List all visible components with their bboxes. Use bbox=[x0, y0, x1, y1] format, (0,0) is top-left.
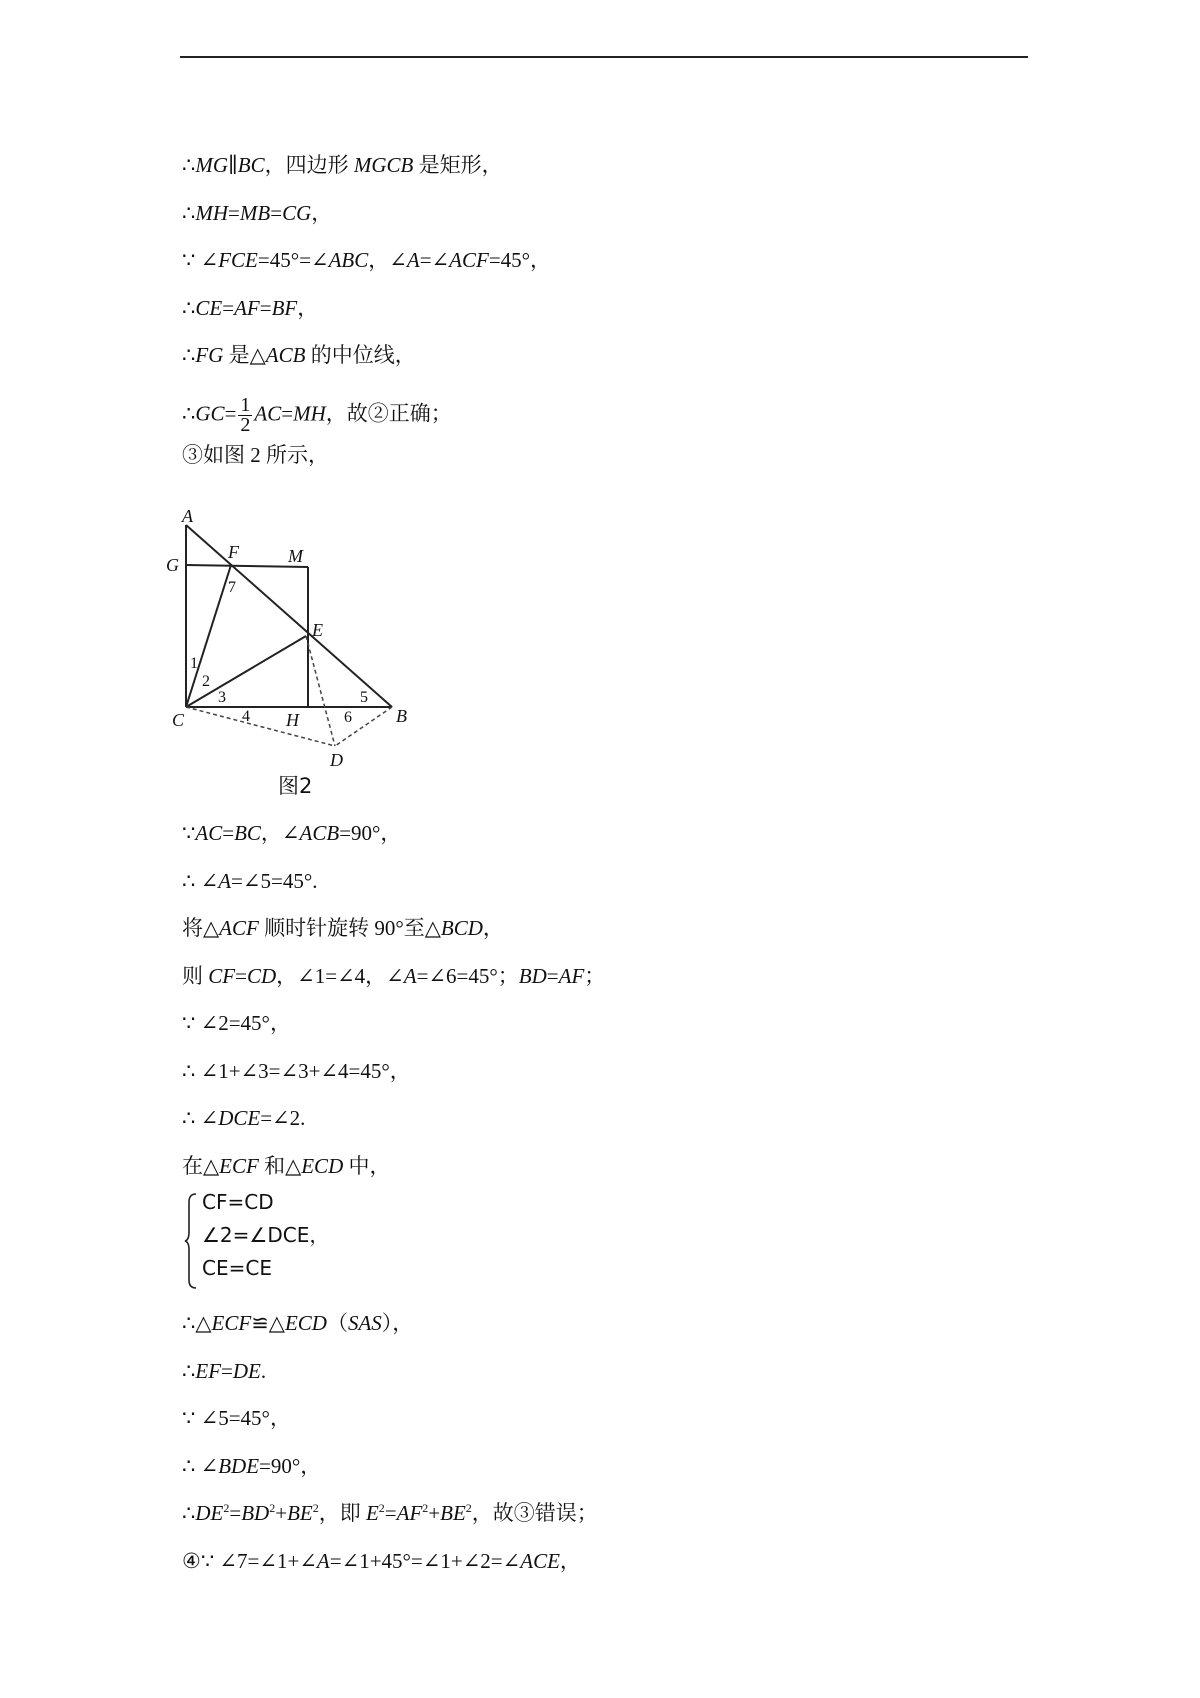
math-variable: A bbox=[316, 1549, 330, 1573]
text-run: + bbox=[275, 1501, 288, 1525]
math-variable: FG bbox=[195, 343, 224, 367]
math-variable: AF bbox=[234, 296, 260, 320]
math-variable: CD bbox=[246, 964, 277, 988]
superscript: 2 bbox=[223, 1501, 230, 1515]
text-run: ∴ ∠ bbox=[182, 1454, 219, 1478]
text-run: =45°， bbox=[488, 248, 552, 272]
math-variable: MG bbox=[195, 153, 229, 177]
math-variable: CF bbox=[208, 964, 236, 988]
math-variable: BCD bbox=[440, 916, 483, 940]
superscript: 2 bbox=[465, 1501, 472, 1515]
text-run: 是矩形， bbox=[413, 153, 503, 177]
math-variable: ECD bbox=[301, 1154, 344, 1178]
superscript: 2 bbox=[269, 1501, 276, 1515]
superscript: 2 bbox=[422, 1501, 429, 1515]
math-variable: ACF bbox=[219, 916, 259, 940]
text-run: = bbox=[384, 1501, 397, 1525]
text-run: =∠6=45°； bbox=[416, 964, 519, 988]
text-run: ∴ bbox=[182, 343, 196, 367]
text-run: ∴ bbox=[182, 201, 196, 225]
text-run: ，∠1=∠4，∠ bbox=[276, 964, 404, 988]
math-variable: BE bbox=[287, 1501, 313, 1525]
text-run: ∴ bbox=[182, 401, 196, 426]
text-line-1 bbox=[182, 152, 503, 178]
text-run: ，四边形 bbox=[264, 153, 354, 177]
label-H: H bbox=[286, 710, 299, 730]
text-run: =90°， bbox=[339, 821, 402, 845]
angle-7: 7 bbox=[228, 579, 236, 596]
text-line-16 bbox=[182, 1310, 413, 1336]
math-variable: ACB bbox=[265, 343, 306, 367]
text-run: + bbox=[428, 1501, 441, 1525]
math-variable: BC bbox=[234, 821, 261, 845]
label-F: F bbox=[228, 542, 239, 562]
math-variable: BDE bbox=[218, 1454, 260, 1478]
math-variable: CG bbox=[282, 201, 312, 225]
text-line-10 bbox=[182, 915, 504, 941]
text-line-4 bbox=[182, 295, 318, 321]
text-run: ，故③错误； bbox=[471, 1501, 598, 1525]
text-run: 顺时针旋转 90°至△ bbox=[258, 916, 441, 940]
fraction-numerator: 1 bbox=[240, 394, 251, 416]
label-E: E bbox=[312, 620, 323, 640]
text-line-8 bbox=[182, 820, 401, 846]
brace-icon bbox=[184, 1192, 198, 1290]
text-run: ∵ ∠2=45°， bbox=[182, 1011, 291, 1035]
header-rule bbox=[180, 56, 1028, 58]
angle-3: 3 bbox=[218, 689, 226, 706]
math-variable: E bbox=[365, 1501, 379, 1525]
math-variable: DE bbox=[232, 1359, 261, 1383]
text-run: 在△ bbox=[182, 1154, 220, 1178]
text-run: ， bbox=[482, 916, 504, 940]
text-run: ， bbox=[559, 1549, 581, 1573]
label-D: D bbox=[330, 750, 343, 770]
text-run: ∵ bbox=[182, 821, 196, 845]
text-run: 和△ bbox=[258, 1154, 302, 1178]
segment-CE bbox=[186, 636, 306, 707]
angle-2: 2 bbox=[202, 673, 210, 690]
label-C: C bbox=[172, 710, 185, 730]
text-run: ④∵ ∠7=∠1+∠ bbox=[182, 1549, 317, 1573]
text-line-3 bbox=[182, 247, 551, 273]
text-run: ∵ ∠5=45°， bbox=[182, 1406, 291, 1430]
text-run: ，即 bbox=[318, 1501, 366, 1525]
text-line-18 bbox=[182, 1405, 291, 1431]
text-run: = bbox=[222, 296, 235, 320]
math-variable: BE bbox=[440, 1501, 466, 1525]
geometry-figure bbox=[166, 506, 420, 810]
angle-6: 6 bbox=[344, 709, 352, 726]
text-run: ， bbox=[297, 296, 319, 320]
math-variable: A bbox=[406, 248, 420, 272]
text-run: =∠1+45°=∠1+∠2=∠ bbox=[329, 1549, 521, 1573]
math-variable: AF bbox=[396, 1501, 423, 1525]
text-line-6 bbox=[182, 396, 452, 435]
figure-caption: 图2 bbox=[278, 774, 313, 798]
math-variable: ECD bbox=[284, 1311, 327, 1335]
math-variable: BD bbox=[518, 964, 547, 988]
text-line-12 bbox=[182, 1010, 291, 1036]
text-run: ∴ bbox=[182, 1501, 196, 1525]
math-variable: MH bbox=[293, 401, 326, 426]
equation-system bbox=[184, 1188, 404, 1294]
math-variable: FCE bbox=[218, 248, 258, 272]
text-line-20 bbox=[182, 1500, 598, 1526]
math-variable: AC bbox=[195, 821, 223, 845]
text-run: ，故②正确； bbox=[325, 401, 452, 426]
label-G: G bbox=[166, 555, 179, 575]
math-variable: BF bbox=[271, 296, 298, 320]
text-run: （ bbox=[326, 1311, 348, 1335]
label-M: M bbox=[288, 546, 303, 566]
text-line-17 bbox=[182, 1358, 266, 1384]
text-run: 将△ bbox=[182, 916, 220, 940]
math-variable: A bbox=[218, 869, 232, 893]
math-variable: MB bbox=[239, 201, 271, 225]
text-run: = bbox=[546, 964, 559, 988]
system-eq-3: CE=CE bbox=[202, 1256, 272, 1280]
text-run: ）， bbox=[381, 1311, 414, 1335]
fraction-denominator: 2 bbox=[240, 414, 251, 436]
angle-1: 1 bbox=[190, 655, 198, 672]
text-run: ； bbox=[584, 964, 606, 988]
text-line-7 bbox=[182, 442, 329, 468]
text-run: =90°， bbox=[259, 1454, 322, 1478]
text-run: =45°=∠ bbox=[257, 248, 329, 272]
superscript: 2 bbox=[312, 1501, 319, 1515]
text-line-9 bbox=[182, 868, 317, 894]
text-run: 的中位线， bbox=[305, 343, 416, 367]
math-variable: SAS bbox=[347, 1311, 382, 1335]
text-run: = bbox=[228, 201, 240, 225]
text-run: = bbox=[270, 201, 283, 225]
angle-4: 4 bbox=[242, 708, 250, 725]
text-run: ∴ bbox=[182, 296, 196, 320]
text-run: = bbox=[259, 296, 272, 320]
text-run: =∠5=45°. bbox=[231, 869, 318, 893]
text-line-11 bbox=[182, 963, 605, 989]
text-line-14 bbox=[182, 1105, 305, 1131]
text-run: . bbox=[260, 1359, 267, 1383]
math-variable: AF bbox=[558, 964, 585, 988]
label-A: A bbox=[182, 506, 193, 526]
text-run: ∴ bbox=[182, 1359, 196, 1383]
text-run: ≌△ bbox=[251, 1311, 285, 1335]
text-run: = bbox=[229, 1501, 242, 1525]
math-variable: ECF bbox=[211, 1311, 252, 1335]
text-run: ∴ ∠ bbox=[182, 1106, 219, 1130]
math-variable: A bbox=[403, 964, 417, 988]
text-run: ∴△ bbox=[182, 1311, 212, 1335]
text-line-19 bbox=[182, 1453, 321, 1479]
label-B: B bbox=[396, 706, 407, 726]
figure-svg bbox=[166, 506, 420, 770]
text-line-5 bbox=[182, 342, 416, 368]
math-variable: ACE bbox=[520, 1549, 560, 1573]
math-variable: MH bbox=[195, 201, 229, 225]
text-run: ∴ bbox=[182, 153, 196, 177]
text-run: ， bbox=[311, 201, 333, 225]
text-run: ∴ ∠1+∠3=∠3+∠4=45°， bbox=[182, 1059, 411, 1083]
math-variable: BD bbox=[241, 1501, 270, 1525]
math-variable: AC bbox=[254, 401, 282, 426]
math-variable: BC bbox=[237, 153, 265, 177]
text-run: ，∠ bbox=[260, 821, 300, 845]
math-variable: MGCB bbox=[353, 153, 414, 177]
text-run: ∴ ∠ bbox=[182, 869, 219, 893]
text-run: ∵ ∠ bbox=[182, 248, 219, 272]
math-variable: DCE bbox=[218, 1106, 261, 1130]
text-line-21 bbox=[182, 1548, 581, 1574]
segment-CD bbox=[186, 707, 335, 746]
system-eq-1: CF=CD bbox=[202, 1190, 274, 1214]
text-run: ，∠ bbox=[368, 248, 407, 272]
math-variable: ACF bbox=[449, 248, 489, 272]
text-run: 是△ bbox=[223, 343, 266, 367]
text-run: 中， bbox=[343, 1154, 391, 1178]
text-run: = bbox=[224, 401, 237, 426]
math-variable: GC bbox=[195, 401, 225, 426]
text-run: = bbox=[222, 821, 235, 845]
text-line-13 bbox=[182, 1058, 411, 1084]
text-run: = bbox=[221, 1359, 233, 1383]
math-variable: DE bbox=[195, 1501, 224, 1525]
text-run: 则 bbox=[182, 964, 209, 988]
math-variable: ECF bbox=[219, 1154, 259, 1178]
superscript: 2 bbox=[378, 1501, 385, 1515]
text-run: =∠ bbox=[419, 248, 450, 272]
text-line-2 bbox=[182, 200, 332, 226]
text-run: ∥ bbox=[228, 153, 238, 177]
math-variable: ABC bbox=[328, 248, 369, 272]
math-variable: CE bbox=[195, 296, 223, 320]
system-eq-2: ∠2=∠DCE， bbox=[202, 1223, 330, 1247]
text-line-15 bbox=[182, 1153, 390, 1179]
math-variable: ACB bbox=[299, 821, 340, 845]
fraction bbox=[238, 396, 252, 435]
math-variable: EF bbox=[195, 1359, 222, 1383]
text-run: ③如图 2 所示， bbox=[182, 443, 329, 467]
text-run: = bbox=[235, 964, 247, 988]
text-run: =∠2. bbox=[260, 1106, 306, 1130]
angle-5: 5 bbox=[360, 689, 368, 706]
text-run: = bbox=[281, 401, 294, 426]
